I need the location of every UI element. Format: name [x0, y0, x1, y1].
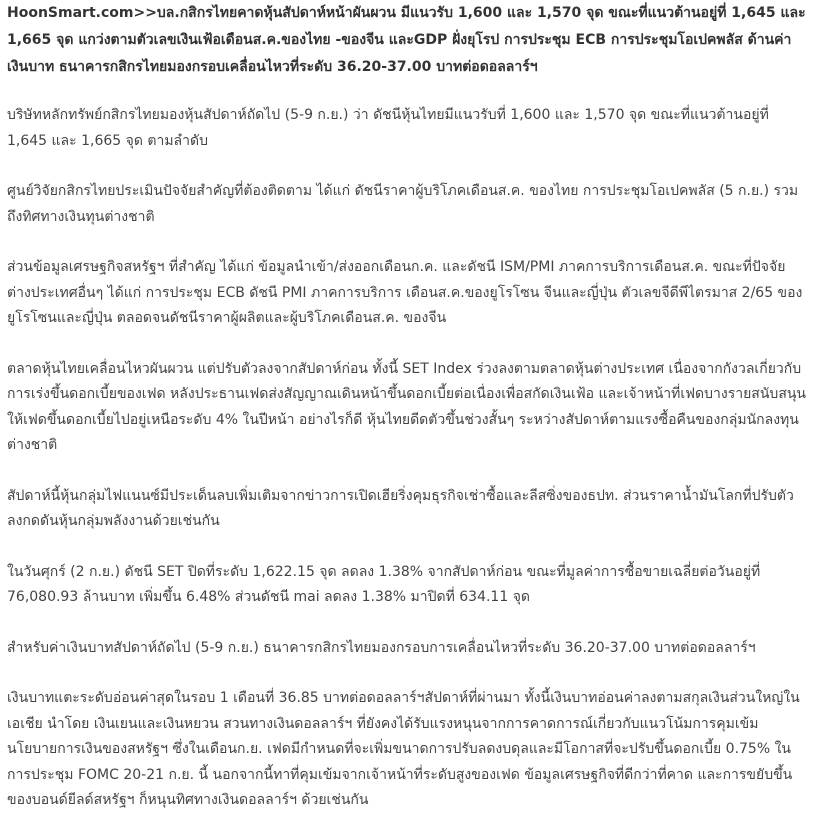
- paragraph-set-close: ในวันศุกร์ (2 ก.ย.) ดัชนี SET ปิดที่ระดับ 1,622.15 จุด ลดลง 1.38% จากสัปดาห์ก่อน ขณะที่มูลค่าการซื้อขายเฉลี่ยต่อวันอยู่ที่ 76,080.93 ล้านบาท เพิ่มขึ้น 6.48% ส่วนดัชนี mai ลดลง 1.38% มาปิดที่ 634.11 จุด: [7, 563, 761, 605]
- paragraph-research-factors: ศูนย์วิจัยกสิกรไทยประเมินปัจจัยสำคัญที่ต้องติดตาม ได้แก่ ดัชนีราคาผู้บริโภคเดือนส.ค. ของไทย การประชุมโอเปคพลัส (5 ก.ย.) รวมถึงทิศทางเงินทุนต่างชาติ: [7, 183, 799, 225]
- article-headline: HoonSmart.com>>บล.กสิกรไทยคาดหุ้นสัปดาห์หน้าผันผวน มีแนวรับ 1,600 และ 1,570 จุด ขณะที่แนวต้านอยู่ที่ 1,645 และ 1,665 จุด แกว่งตามตัวเลขเงินเฟ้อเดือนส.ค.ของไทย -ของจีน และGDP ฝั่งยุโรป การประชุม ECB การประชุมโอเปคพลัส ด้านค่าเงินบาท ธนาคารกสิกรไทยมองกรอบเคลื่อนไหวที่ระดับ 36.20-37.00 บาทต่อดอลลาร์ฯ: [7, 5, 806, 75]
- paragraph-support-resistance: บริษัทหลักทรัพย์กสิกรไทยมองหุ้นสัปดาห์ถัดไป (5-9 ก.ย.) ว่า ดัชนีหุ้นไทยมีแนวรับที่ 1,600 และ 1,570 จุด ขณะที่แนวต้านอยู่ที่ 1,645 และ 1,665 จุด ตามลำดับ: [7, 107, 769, 149]
- paragraph-baht-outlook: สำหรับค่าเงินบาทสัปดาห์ถัดไป (5-9 ก.ย.) ธนาคารกสิกรไทยมองกรอบการเคลื่อนไหวที่ระดับ 36.20-37.00 บาทต่อดอลลาร์ฯ: [7, 639, 756, 656]
- paragraph-us-economic-data: ส่วนข้อมูลเศรษฐกิจสหรัฐฯ ที่สำคัญ ได้แก่ ข้อมูลนำเข้า/ส่งออกเดือนก.ค. และดัชนี ISM/PMI ภาคการบริการเดือนส.ค. ขณะที่ปัจจัยต่างประเทศอื่นๆ ได้แก่ การประชุม ECB ดัชนี PMI ภาคการบริการ เดือนส.ค.ของยูโรโซน จีนและญี่ปุ่น ตัวเลขจีดีพีไตรมาส 2/65 ของยูโรโซนและญี่ปุ่น ตลอดจนดัชนีราคาผู้ผลิตและผู้บริโภคเดือนส.ค. ของจีน: [7, 259, 803, 326]
- paragraph-baht-weakness: เงินบาทแตะระดับอ่อนค่าสุดในรอบ 1 เดือนที่ 36.85 บาทต่อดอลลาร์ฯสัปดาห์ที่ผ่านมา ทั้งนี้เงินบาทอ่อนค่าลงตามสกุลเงินส่วนใหญ่ในเอเชีย นำโดย เงินเยนและเงินหยวน สวนทางเงินดอลลาร์ฯ ที่ยังคงได้รับแรงหนุนจากการคาดการณ์เกี่ยวกับแนวโน้มการคุมเข้มนโยบายการเงินของสหรัฐฯ ซึ่งในเดือนก.ย. เฟดมีกำหนดที่จะเพิ่มขนาดการปรับลดงบดุลและมีโอกาสที่จะปรับขึ้นดอกเบี้ย 0.75% ในการประชุม FOMC 20-21 ก.ย. นี้ นอกจากนี้ทาที่คุมเข้มจากเจ้าหน้าที่ระดับสูงของเฟด ข้อมูลเศรษฐกิจที่ดีกว่าที่คาด และการขยับขึ้นของบอนด์ยีลด์สหรัฐฯ ก็หนุนทิศทางเงินดอลลาร์ฯ ด้วยเช่นกัน: [7, 690, 800, 808]
- paragraph-finance-sector: สัปดาห์นี้หุ้นกลุ่มไฟแนนซ์มีประเด็นลบเพิ่มเติมจากข่าวการเปิดเฮียริ่งคุมธุรกิจเช่าซื้อและลีสซิ่งของธปท. ส่วนราคาน้ำมันโลกที่ปรับตัวลงกดดันหุ้นกลุ่มพลังงานด้วยเช่นกัน: [7, 487, 794, 529]
- paragraph-thai-market-volatility: ตลาดหุ้นไทยเคลื่อนไหวผันผวน แต่ปรับตัวลงจากสัปดาห์ก่อน ทั้งนี้ SET Index ร่วงลงตามตลาดหุ้นต่างประเทศ เนื่องจากกังวลเกี่ยวกับการเร่งขึ้นดอกเบี้ยของเฟด หลังประธานเฟดส่งสัญญาณเดินหน้าขึ้นดอกเบี้ยต่อเนื่องเพื่อสกัดเงินเฟ้อ และเจ้าหน้าที่เฟดบางรายสนับสนุนให้เฟดขึ้นดอกเบี้ยไปอยู่เหนือระดับ 4% ในปีหน้า อย่างไรก็ดี หุ้นไทยดีดตัวขึ้นช่วงสั้นๆ ระหว่างสัปดาห์ตามแรงซื้อคืนของกลุ่มนักลงทุนต่างชาติ: [7, 360, 806, 453]
